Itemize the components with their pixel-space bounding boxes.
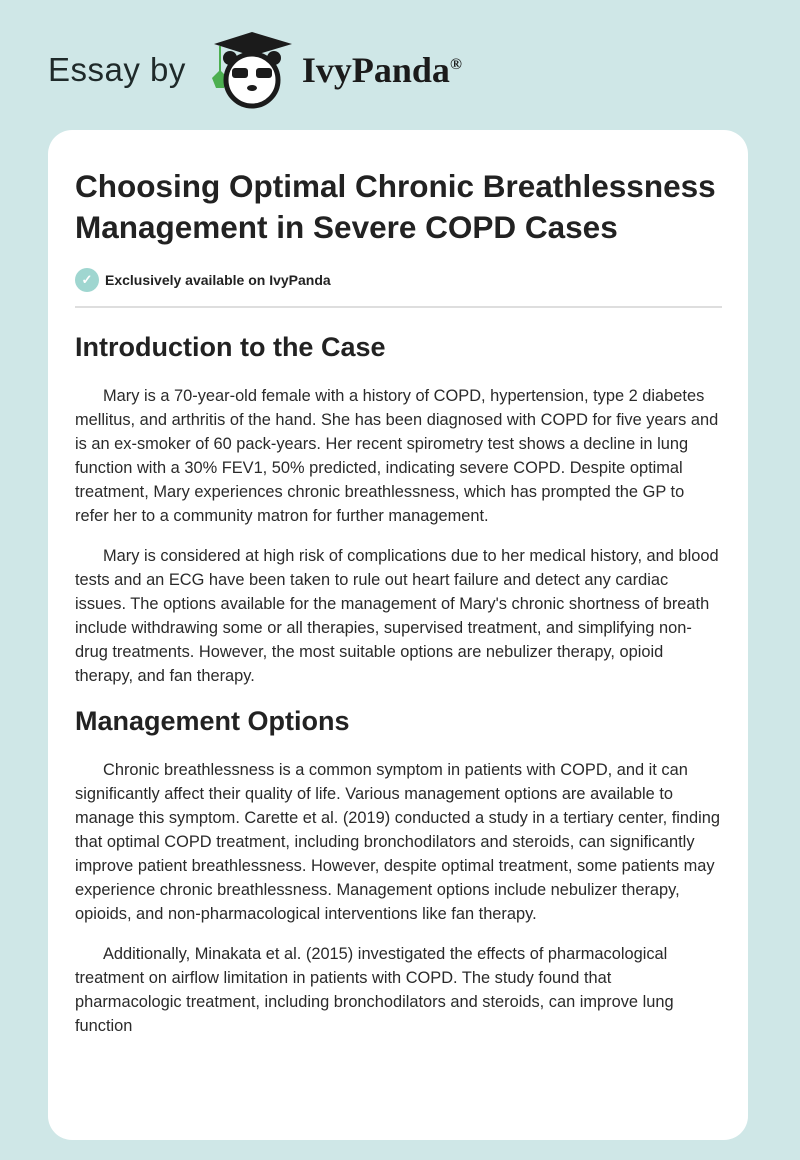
section-introduction: [75, 330, 722, 688]
article-card: [48, 130, 748, 1140]
ivypanda-logo-icon[interactable]: [208, 30, 296, 110]
exclusive-badge: [75, 268, 722, 292]
section-management-options: [75, 704, 722, 1038]
brand-name[interactable]: [302, 49, 462, 91]
registered-mark: ®: [449, 56, 462, 73]
badge-text: Exclusively available on IvyPanda: [105, 272, 331, 288]
paragraph: Chronic breathlessness is a common symptom in patients with COPD, and it can significantly affect their quality of life. Various management options are available to manage this symptom. Carette et al. (2019) conducted a study in a tertiary center, finding that optimal COPD treatment, including bronchodilators and steroids, can significantly improve patient breathlessness. However, despite optimal treatment, some patients may experience chronic breathlessness. Management options include nebulizer therapy, opioids, and non-pharmacological interventions like fan therapy.: [75, 761, 721, 923]
divider: [75, 306, 722, 308]
paragraph: Mary is a 70-year-old female with a history of COPD, hypertension, type 2 diabetes mellitus, and arthritis of the hand. She has been diagnosed with COPD for five years and is an ex-smoker of 60 pack-years. Her recent spirometry test shows a decline in lung function with a 30% FEV1, 50% predicted, indicating severe COPD. Despite optimal treatment, Mary experiences chronic breathlessness, which has prompted the GP to refer her to a community matron for further management.: [75, 387, 719, 525]
paragraph: Mary is considered at high risk of complications due to her medical history, and blood tests and an ECG have been taken to rule out heart failure and detect any cardiac issues. The options available for the management of Mary's chronic shortness of breath include withdrawing some or all therapies, supervised treatment, and simplifying non-drug treatments. However, the most suitable options are nebulizer therapy, opioid therapy, and fan therapy.: [75, 547, 719, 685]
site-header: [48, 30, 462, 110]
check-icon: ✓: [75, 268, 99, 292]
brand-text: IvyPanda: [301, 50, 450, 90]
section-heading: Management Options: [75, 706, 350, 736]
article-title: Choosing Optimal Chronic Breathlessness Management in Severe COPD Cases: [75, 168, 716, 245]
essay-by-label: Essay by: [48, 51, 186, 88]
section-heading: Introduction to the Case: [75, 332, 386, 362]
paragraph: Additionally, Minakata et al. (2015) investigated the effects of pharmacological treatment on airflow limitation in patients with COPD. The study found that pharmacologic treatment, including bronchodilators and steroids, can improve lung function: [75, 945, 674, 1035]
